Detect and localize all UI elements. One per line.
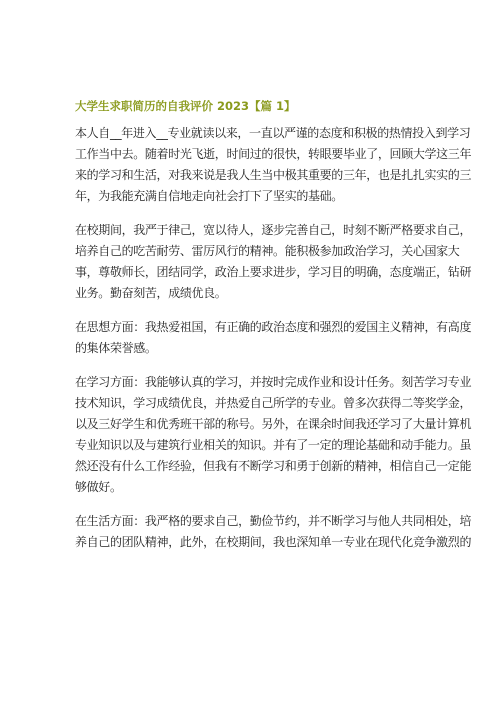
document-title: 大学生求职简历的自我评价 2023【篇 1】 <box>75 99 296 113</box>
text-line: 然还没有什么工作经验，但我有不断学习和勇于创新的精神，相信自己一定能 <box>75 459 472 473</box>
paragraph-life <box>75 511 472 553</box>
text-line: 在校期间，我严于律己，宽以待人，逐步完善自己，时刻不断严格要求自己， <box>75 223 472 237</box>
text-line: 在生活方面：我严格的要求自己，勤俭节约，并不断学习与他人共同相处，培 <box>75 514 472 528</box>
text-line: 在思想方面：我热爱祖国，有正确的政治态度和强烈的爱国主义精神，有高度 <box>75 320 472 334</box>
paragraph-school-period <box>75 220 472 304</box>
text-line: 专业知识以及与建筑行业相关的知识。并有了一定的理论基础和动手能力。虽 <box>75 438 472 452</box>
text-line: 业务。勤奋刻苦，成绩优良。 <box>75 286 227 300</box>
text-line: 年，为我能充满自信地走向社会打下了坚实的基础。 <box>75 189 343 203</box>
paragraph-ideology <box>75 317 472 359</box>
text-line: 技术知识，学习成绩优良，并热爱自己所学的专业。曾多次获得二等奖学金， <box>75 396 472 410</box>
paragraph-study <box>75 372 472 498</box>
paragraph-intro <box>75 123 472 207</box>
text-line: 事，尊敬师长，团结同学，政治上要求进步，学习目的明确，态度端正，钻研 <box>75 265 472 279</box>
text-line: 培养自己的吃苦耐劳、雷厉风行的精神。能积极参加政治学习，关心国家大 <box>75 244 460 258</box>
text-line: 本人自__年进入__专业就读以来，一直以严谨的态度和积极的热情投入到学习 <box>75 126 471 140</box>
text-line: 在学习方面：我能够认真的学习，并按时完成作业和设计任务。刻苦学习专业 <box>75 375 472 389</box>
text-line: 的集体荣誉感。 <box>75 341 157 355</box>
text-line: 够做好。 <box>75 480 122 494</box>
text-line: 养自己的团队精神，此外，在校期间，我也深知单一专业在现代化竞争激烈的 <box>75 535 472 549</box>
text-line: 来的学习和生活，对我来说是我人生当中极其重要的三年，也是扎扎实实的三 <box>75 168 472 182</box>
document-page <box>75 98 472 566</box>
text-line: 工作当中去。随着时光飞逝，时间过的很快，转眼要毕业了，回顾大学这三年 <box>75 147 472 161</box>
text-line: 以及三好学生和优秀班干部的称号。另外，在课余时间我还学习了大量计算机 <box>75 417 472 431</box>
